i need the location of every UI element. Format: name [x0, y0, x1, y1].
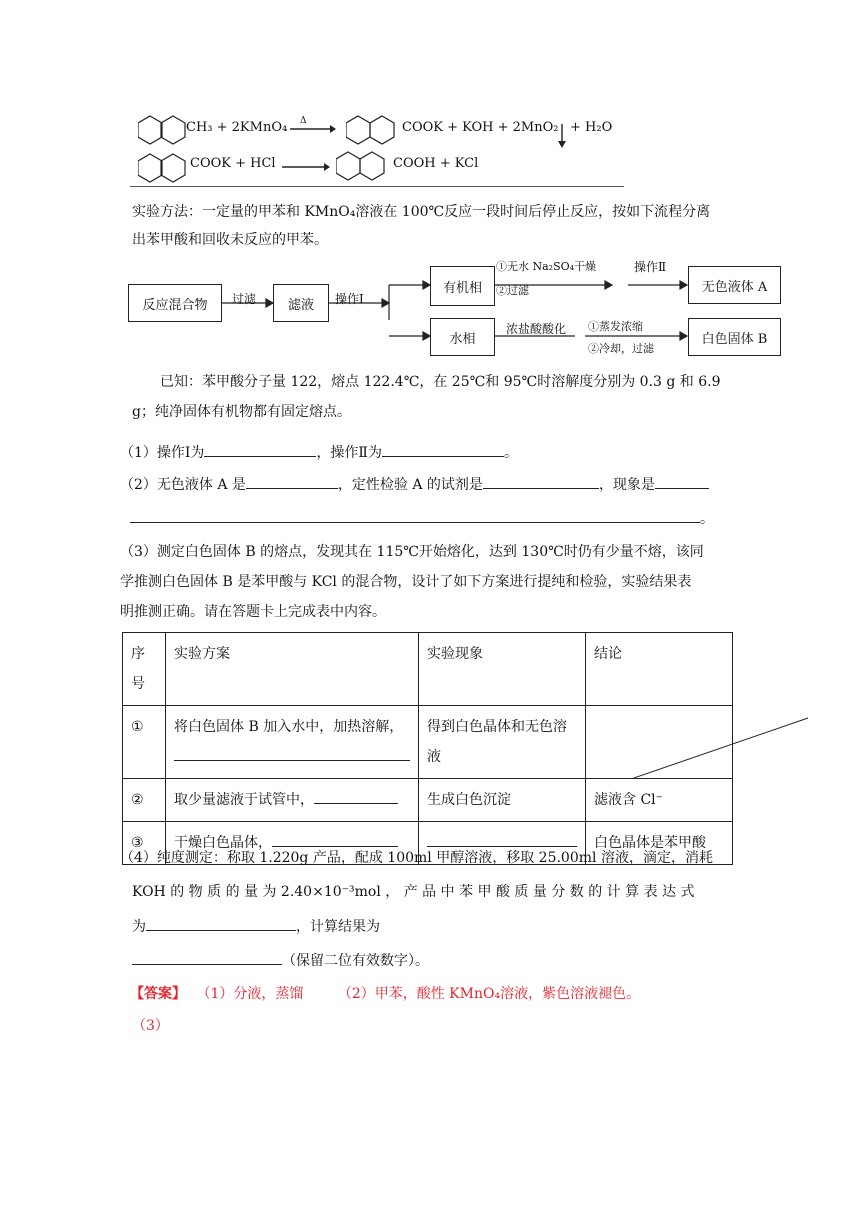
flow-box-solid-b: 白色固体 B — [688, 318, 781, 356]
q4-blank-2[interactable] — [132, 950, 282, 965]
header-conclusion: 结论 — [586, 633, 733, 706]
row3-no: ③ — [123, 822, 166, 865]
row2-observation: 生成白色沉淀 — [419, 779, 586, 822]
row1-observation: 得到白色晶体和无色溶液 — [419, 706, 586, 779]
q4-line-3 — [132, 916, 380, 937]
q3-line-3: 明推测正确。请在答题卡上完成表中内容。 — [120, 604, 386, 620]
row2-plan — [166, 779, 419, 822]
q2-blank-1[interactable] — [246, 474, 338, 489]
row3-conclusion: 白色晶体是苯甲酸 — [586, 822, 733, 865]
flow-label-dry: ①无水 Na₂SO₄干燥 — [496, 260, 597, 273]
question-1 — [120, 442, 518, 463]
header-plan: 实验方案 — [166, 633, 419, 706]
q1-blank-2[interactable] — [382, 442, 504, 457]
reaction1-tail: + H₂O — [570, 120, 613, 135]
answer-line — [130, 984, 640, 1004]
q2-blank-2[interactable] — [483, 474, 599, 489]
reaction2-left: COOK + HCl — [190, 156, 276, 171]
q4-line-1: （4）纯度测定：称取 1.220g 产品，配成 100ml 甲醇溶液，移取 25.00ml 溶液，滴定，消耗 — [120, 850, 713, 866]
known-line-1: 已知：苯甲酸分子量 122，熔点 122.4℃，在 25℃和 95℃时溶解度分别为 0.3 g 和 6.9 — [160, 374, 721, 390]
stray-pen-line — [630, 716, 810, 782]
row2-no: ② — [123, 779, 166, 822]
answer-part-2: （2）甲苯，酸性 KMnO₄溶液，紫色溶液褪色。 — [337, 986, 641, 1002]
flow-label-filter2: ②过滤 — [496, 284, 529, 297]
flow-box-mixture: 反应混合物 — [128, 284, 222, 322]
flow-label-op1: 操作Ⅰ — [335, 292, 364, 306]
q1-blank-1[interactable] — [204, 442, 316, 457]
reaction2-right: COOH + KCl — [393, 156, 479, 171]
reaction1-condition: Δ — [300, 116, 307, 126]
row3-observation-blank[interactable] — [427, 832, 577, 847]
q1-text-b: ，操作Ⅱ为 — [316, 445, 382, 461]
table-row — [123, 779, 733, 822]
method-line-1: 实验方法：一定量的甲苯和 KMnO₄溶液在 100℃反应一段时间后停止反应，按如下流程分离 — [132, 204, 711, 220]
question-2-cont — [130, 508, 714, 529]
flow-box-organic: 有机相 — [430, 266, 495, 306]
table-header-row — [123, 633, 733, 706]
reaction1-right: COOK + KOH + 2MnO₂ — [402, 120, 559, 135]
q1-text-a: （1）操作Ⅰ为 — [120, 445, 205, 461]
flow-label-op2: 操作Ⅱ — [634, 260, 667, 274]
question-2 — [120, 474, 709, 495]
q4-blank-1[interactable] — [146, 916, 296, 931]
q2-text-a: （2）无色液体 A 是 — [120, 477, 246, 493]
q4-text-c: （保留二位有效数字）。 — [282, 953, 429, 969]
q4-line-2: KOH 的 物 质 的 量 为 2.40×10⁻³mol ， 产 品 中 苯 甲 酸 质 量 分 数 的 计 算 表 达 式 — [132, 884, 695, 900]
row1-plan — [166, 706, 419, 779]
q2-blank-4[interactable] — [130, 508, 700, 523]
row1-plan-blank[interactable] — [174, 746, 410, 761]
header-observation: 实验现象 — [419, 633, 586, 706]
flow-label-cool: ②冷却，过滤 — [588, 342, 654, 355]
flow-box-liquid-a: 无色液体 A — [688, 266, 781, 304]
method-line-2: 出苯甲酸和回收未反应的甲苯。 — [132, 232, 328, 248]
flow-label-acidify: 浓盐酸酸化 — [506, 322, 567, 336]
flow-label-evaporate: ①蒸发浓缩 — [588, 320, 643, 333]
flow-box-aqueous: 水相 — [430, 318, 495, 356]
row2-conclusion: 滤液含 Cl⁻ — [586, 779, 733, 822]
q4-text-b: ，计算结果为 — [296, 919, 380, 935]
q4-text-a: 为 — [132, 919, 146, 935]
answer-part-1: （1）分液，蒸馏 — [196, 986, 304, 1002]
row3-plan-blank[interactable] — [272, 832, 398, 847]
q3-line-2: 学推测白色固体 B 是苯甲酸与 KCl 的混合物，设计了如下方案进行提纯和检验，实验结果表 — [120, 574, 692, 590]
row2-plan-text: 取少量滤液于试管中， — [174, 792, 314, 808]
q1-end: 。 — [503, 445, 518, 461]
q2-end: 。 — [700, 511, 714, 527]
q2-blank-3[interactable] — [655, 474, 709, 489]
row1-plan-text: 将白色固体 B 加入水中，加热溶解， — [174, 719, 404, 735]
flow-label-filter: 过滤 — [232, 292, 257, 306]
row3-plan-text: 干燥白色晶体， — [174, 835, 272, 851]
answer-tag: 【答案】 — [130, 986, 186, 1002]
q2-text-b: ，定性检验 A 的试剂是 — [337, 477, 483, 493]
known-line-2: g；纯净固体有机物都有固定熔点。 — [132, 404, 351, 420]
answer-part-3: （3） — [132, 1018, 169, 1034]
q2-text-c: ，现象是 — [598, 477, 655, 493]
q3-line-1: （3）测定白色固体 B 的熔点，发现其在 115℃开始熔化，达到 130℃时仍有少量不熔，该同 — [120, 544, 704, 560]
header-no: 序号 — [123, 633, 166, 706]
row2-plan-blank[interactable] — [314, 789, 398, 804]
row1-no: ① — [123, 706, 166, 779]
reaction1-left: CH₃ + 2KMnO₄ — [186, 120, 288, 135]
flow-box-filtrate: 滤液 — [273, 284, 329, 322]
q4-line-4 — [132, 950, 429, 971]
